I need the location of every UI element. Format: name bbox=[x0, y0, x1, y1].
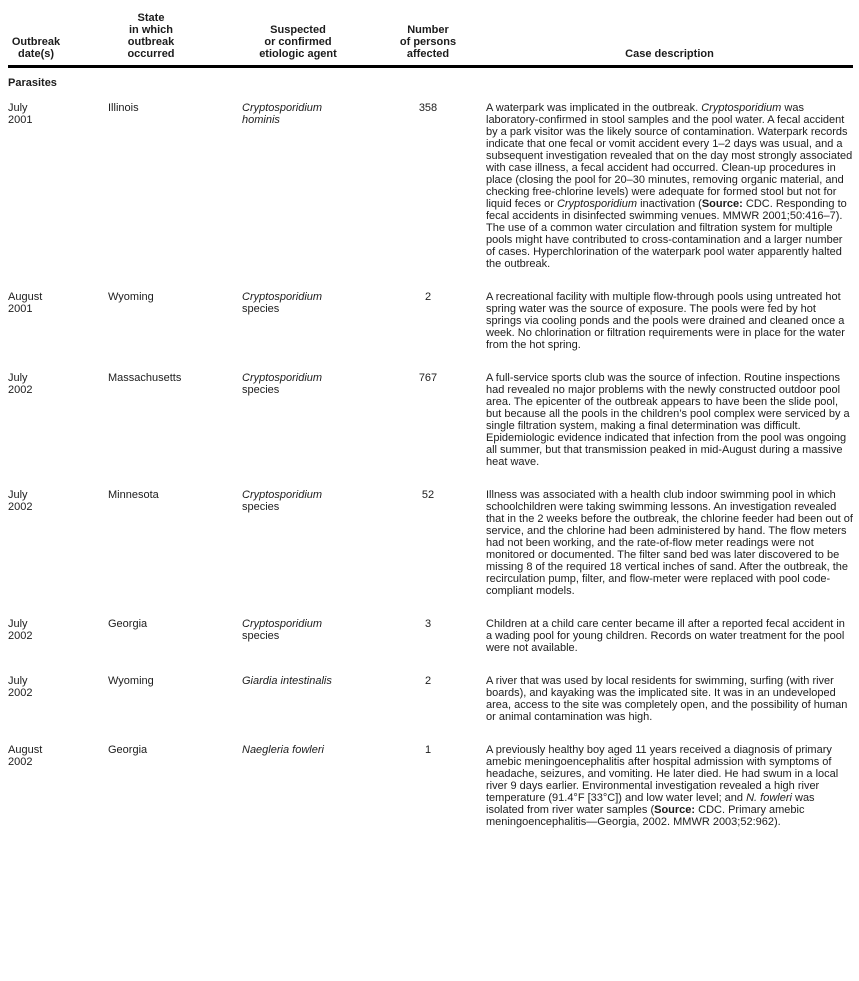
cell-outbreak-date: July 2002 bbox=[8, 372, 33, 396]
cell-state: Minnesota bbox=[108, 489, 159, 501]
cell-outbreak-date: August 2001 bbox=[8, 291, 43, 315]
cell-persons-affected: 358 bbox=[418, 102, 438, 114]
table-row bbox=[8, 291, 853, 351]
table-row bbox=[8, 618, 853, 654]
table-row bbox=[8, 102, 853, 270]
cell-case-description: A full-service sports club was the source of infection. Routine inspections had revealed no major problems with the newly constructed outdoor pool area. The epicenter of the outbreak appears to have been the slide pool, but because all the pools in the children’s pool complex were serviced by a single filtration system, making a final determination was difficult. Epidemiologic evidence indicated that infection from the pool was ongoing all summer, but that transmission peaked in mid-August during a massive heat wave. bbox=[486, 372, 850, 468]
cell-etiologic-agent: Cryptosporidium hominis bbox=[242, 102, 323, 126]
cell-outbreak-date: July 2002 bbox=[8, 489, 33, 513]
cell-persons-affected: 1 bbox=[424, 744, 432, 756]
cell-outbreak-date: August 2002 bbox=[8, 744, 43, 768]
table-body bbox=[8, 102, 853, 828]
cell-state: Massachusetts bbox=[108, 372, 182, 384]
table-row bbox=[8, 675, 853, 723]
column-header: Number of persons affected bbox=[399, 24, 457, 60]
column-header: State in which outbreak occurred bbox=[127, 12, 175, 60]
table-row bbox=[8, 744, 853, 828]
cell-etiologic-agent: Cryptosporidium species bbox=[242, 291, 323, 315]
section-label: Parasites bbox=[8, 77, 57, 89]
column-header: Outbreak date(s) bbox=[11, 36, 61, 60]
cell-etiologic-agent: Naegleria fowleri bbox=[242, 744, 324, 756]
column-header: Case description bbox=[625, 48, 714, 60]
cell-state: Wyoming bbox=[108, 675, 154, 687]
cell-state: Illinois bbox=[108, 102, 139, 114]
cell-etiologic-agent: Cryptosporidium species bbox=[242, 618, 323, 642]
cell-outbreak-date: July 2002 bbox=[8, 618, 33, 642]
cell-case-description: A river that was used by local residents for swimming, surfing (with river boards), and kayaking was the implicated site. It was in an undeveloped area, access to the site was completely open, and the possibility of human or animal contamination was high. bbox=[486, 675, 848, 723]
cell-state: Georgia bbox=[108, 744, 148, 756]
cell-persons-affected: 52 bbox=[421, 489, 435, 501]
cell-state: Wyoming bbox=[108, 291, 154, 303]
cell-case-description: Illness was associated with a health club indoor swimming pool in which schoolchildren were taking swimming lessons. An investigation revealed that in the 2 weeks before the outbreak, the chlorine feeder had been out of service, and the chlorine had been administered by hand. The flow meters had not been working, and the rate-of-flow meter readings were not monitored or documented. The filter sand bed was later discovered to be missing 8 of the required 18 vertical inches of sand. After the outbreak, the recirculation pump, filter, and flow-meter were replaced with pool code-compliant models. bbox=[486, 489, 853, 597]
cell-persons-affected: 2 bbox=[424, 675, 432, 687]
cell-case-description: A previously healthy boy aged 11 years received a diagnosis of primary amebic meningoencephalitis after hospital admission with symptoms of headache, seizures, and vomiting. He later died. He had swum in a local river 9 days earlier. Environmental investigation revealed a high river temperature (91.4°F [33°C]) and low water level; and N. fowleri was isolated from river water samples (Source: CDC. Primary amebic meningoencephalitis—Georgia, 2002. MMWR 2003;52:962). bbox=[486, 744, 839, 828]
cell-etiologic-agent: Cryptosporidium species bbox=[242, 372, 323, 396]
cell-persons-affected: 2 bbox=[424, 291, 432, 303]
column-header: Suspected or confirmed etiologic agent bbox=[259, 24, 337, 60]
cell-state: Georgia bbox=[108, 618, 148, 630]
cell-case-description: A waterpark was implicated in the outbreak. Cryptosporidium was laboratory-confirmed in stool samples and the pool water. A fecal accident by a park visitor was the likely source of contamination. Waterpark records indicate that one fecal or vomit accident every 1–2 days was usual, and a subsequent investigation revealed that on the day most strongly associated with case illness, a fecal accident had occurred. Clean-up procedures in place (closing the pool for 20–30 minutes, removing organic material, and checking free-chlorine levels) were adequate for formed stool but not for liquid feces or Cryptosporidium inactivation (Source: CDC. Responding to fecal accidents in disinfected swimming venues. MMWR 2001;50:416–7). The use of a common water circulation and filtration system for multiple pools might have contributed to cross-contamination and a larger number of cases. Hyperchlorination of the waterpark pool water apparently halted the outbreak. bbox=[486, 102, 853, 270]
cell-case-description: Children at a child care center became ill after a reported fecal accident in a wading pool for young children. Records on water treatment for the pool were not available. bbox=[486, 618, 845, 654]
cell-case-description: A recreational facility with multiple flow-through pools using untreated hot spring water was the source of exposure. The pools were fed by hot springs via cooling ponds and the pools were drained and cleaned once a week. No chlorination or filtration requirements were in place for the water from the hot spring. bbox=[486, 291, 845, 351]
cell-persons-affected: 3 bbox=[424, 618, 432, 630]
cell-outbreak-date: July 2001 bbox=[8, 102, 33, 126]
cell-outbreak-date: July 2002 bbox=[8, 675, 33, 699]
table-row bbox=[8, 372, 853, 468]
table-header-row bbox=[8, 12, 853, 68]
cell-etiologic-agent: Cryptosporidium species bbox=[242, 489, 323, 513]
table-row bbox=[8, 489, 853, 597]
cell-etiologic-agent: Giardia intestinalis bbox=[242, 675, 332, 687]
cell-persons-affected: 767 bbox=[418, 372, 438, 384]
